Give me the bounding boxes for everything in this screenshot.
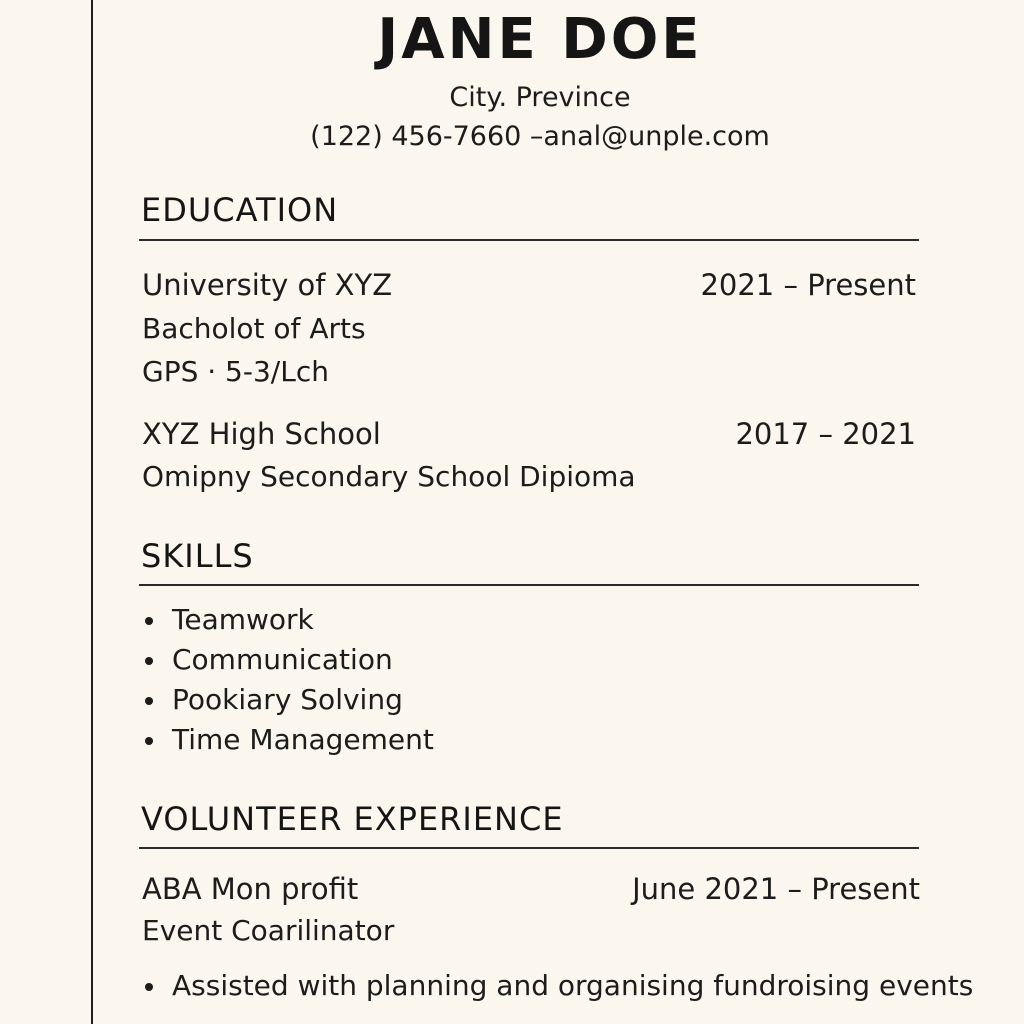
institution-name: University of XYZ — [142, 268, 393, 302]
skills-list — [142, 600, 434, 760]
candidate-name: JANE DOE — [377, 7, 703, 72]
volunteer-entry — [142, 870, 920, 908]
education-entry-university — [142, 266, 916, 304]
skill-item: Pookiary Solving — [142, 680, 434, 720]
skill-item: Time Management — [142, 720, 434, 760]
volunteer-duties-list — [142, 966, 1002, 1006]
volunteer-role: Event Coarilinator — [142, 914, 395, 947]
gpa-detail: GPS · 5-3/Lch — [142, 355, 329, 388]
diploma-name: Omipny Secondary School Dipioma — [142, 460, 636, 493]
skills-divider — [139, 584, 919, 586]
institution-name: XYZ High School — [142, 417, 381, 451]
education-dates: 2021 – Present — [700, 268, 916, 302]
volunteer-divider — [139, 847, 919, 849]
duty-item: Assisted with planning and organising fundroising events — [142, 966, 1002, 1006]
candidate-location: City. Prevince — [449, 82, 631, 113]
candidate-contact: (122) 456-7660 –anal@unple.com — [310, 121, 770, 152]
education-heading: EDUCATION — [141, 191, 339, 229]
page-margin-rule — [91, 0, 93, 1024]
skill-item: Communication — [142, 640, 434, 680]
education-entry-high-school — [142, 415, 916, 453]
volunteer-heading: VOLUNTEER EXPERIENCE — [141, 800, 564, 838]
skills-heading: SKILLS — [141, 537, 254, 575]
organization-name: ABA Mon profit — [142, 872, 359, 906]
education-divider — [139, 239, 919, 241]
volunteer-dates: June 2021 – Present — [632, 872, 920, 906]
degree-name: Bacholot of Arts — [142, 312, 366, 345]
skill-item: Teamwork — [142, 600, 434, 640]
education-dates: 2017 – 2021 — [735, 417, 916, 451]
